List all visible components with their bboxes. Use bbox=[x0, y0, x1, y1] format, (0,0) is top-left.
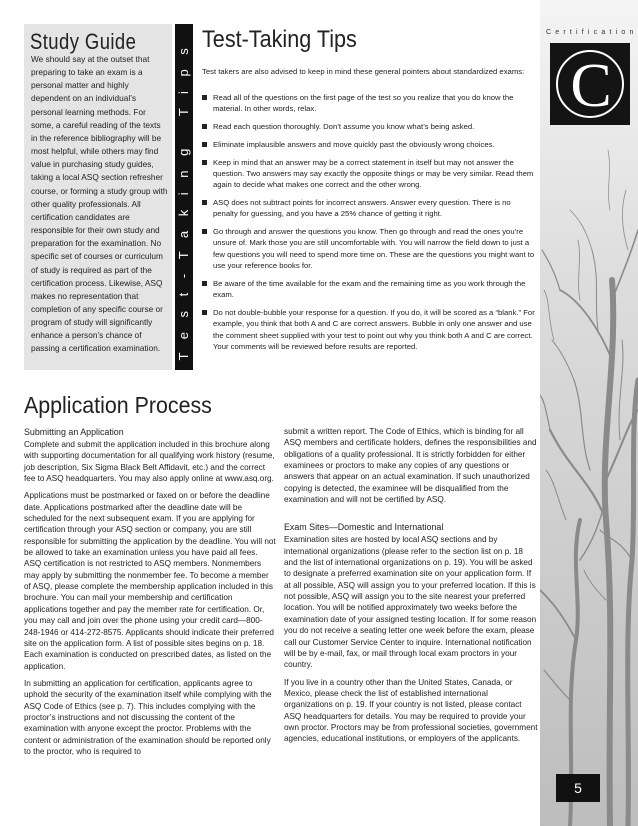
application-paragraph: Complete and submit the application included in this brochure along with supporting documentation for all qualifying work history (resume, job description, Six Sigma Black Belt Affidavit, etc.) and the correct fee to ASQ headquarters. You may also apply online at www.asq.org. bbox=[24, 440, 275, 484]
page-number: 5 bbox=[556, 774, 600, 802]
application-paragraph: submit a written report. The Code of Ethics, which is binding for all ASQ members and certificate holders, defines the responsibilities and obligations of a quality professional. It is strictly forbidden for either examinees or proctors to make any copies of any questions or answers that appear on an actual examination. If such unauthorized copying is detected, the examinee will be disqualified from the examination and will not be certified by ASQ. bbox=[284, 427, 537, 505]
submitting-heading: Submitting an Application bbox=[24, 427, 124, 437]
section-spacer bbox=[284, 511, 538, 521]
tip-item: Be aware of the time available for the exam and the remaining time as you work through the exam. bbox=[202, 278, 537, 301]
square-bullet-icon bbox=[202, 310, 207, 315]
tips-title: Test-Taking Tips bbox=[202, 26, 357, 53]
application-process-title: Application Process bbox=[24, 392, 212, 418]
square-bullet-icon bbox=[202, 160, 207, 165]
study-guide-body: We should say at the outset that preparing to take an exam is a personal matter and highly dependent on an individual’s personal learning methods. For some, a careful reading of the texts in the reference bibliography will be most helpful, while others may find value in purchasing study guides, taking a local ASQ section refresher course, or forming a study group with other quality professionals. All certification candidates are responsible for their own study and preparation for the examination. No specific set of courses or curriculum of study is required as part of the certification process. Likewise, ASQ makes no representation that completion of any specific course or program of study will significantly enhance a person’s chance of passing a certification examination. bbox=[31, 54, 168, 354]
square-bullet-icon bbox=[202, 200, 207, 205]
tip-item: Keep in mind that an answer may be a correct statement in itself but may not answer the question. Two answers may say exactly the opposite things or may be very similar. Read them again to decide what makes one correct and the other wrong. bbox=[202, 157, 537, 191]
tip-item: Do not double-bubble your response for a question. If you do, it will be scored as a “blank.” For example, you think that both A and C are correct answers. Bubble in only one answer and use the comment sheet supplied with your test to point out why you think both A and C are correct. Your comments will be reviewed before results are reported. bbox=[202, 307, 537, 352]
square-bullet-icon bbox=[202, 229, 207, 234]
square-bullet-icon bbox=[202, 95, 207, 100]
application-paragraph: In submitting an application for certification, applicants agree to uphold the security of the examination itself while complying with the ASQ Code of Ethics (see p. 7). This includes complying with the proctor’s instructions and not discussing the content of the examination with anyone except the proctor. Problems with the content or administration of the examination should be reported only to the proctor, who is required to bbox=[24, 678, 272, 756]
tip-item: Read all of the questions on the first page of the test so you realize that you do know the material. In other words, relax. bbox=[202, 92, 537, 115]
test-taking-tips-side-bar bbox=[175, 24, 193, 370]
certification-label: Certification bbox=[546, 29, 638, 36]
tip-item: Eliminate implausible answers and move quickly past the obviously wrong choices. bbox=[202, 139, 537, 150]
asq-c-logo bbox=[550, 43, 630, 125]
tip-item: Go through and answer the questions you know. Then go through and read the ones you’re unsure of. Mark those you are still uncomfortable with. You will narrow the field down to just a few questions you will need to spend more time on. These are the questions you might want to use your reference books for. bbox=[202, 226, 537, 271]
logo-letter: C bbox=[570, 52, 612, 120]
application-paragraph: If you live in a country other than the United States, Canada, or Mexico, please check the list of established international organizations on p. 19. If your country is not listed, please contact ASQ headquarters for details. You may be required to provide your own proctor. Proctors may be from professional societies, government agencies, educational institutions, or employers of the applicants. bbox=[284, 677, 538, 744]
study-guide-title: Study Guide bbox=[30, 29, 137, 54]
tip-item: ASQ does not subtract points for incorrect answers. Answer every question. There is no penalty for guessing, and you have a 25% chance of getting it right. bbox=[202, 197, 537, 220]
application-left-column bbox=[24, 426, 276, 763]
tips-list bbox=[202, 92, 537, 359]
square-bullet-icon bbox=[202, 142, 207, 147]
application-paragraph: Examination sites are hosted by local ASQ sections and by international organizations (please refer to the section list on p. 18 and the list of international organizations on p. 19). You will be asked to designate a preferred examination site on your application form. If at all possible, ASQ will assign you to your preferred location. If this is not possible, ASQ will assign you to the site nearest your preferred location. You will be notified approximately two weeks before the examination date of your assigned testing location. If for some reason you do not receive a seating letter one week before the exam, please call our Customer Service Center to inquire. International notification will be by e-mail, fax, or mail through local exam proctors in your country. bbox=[284, 535, 537, 670]
exam-sites-heading: Exam Sites—Domestic and International bbox=[284, 522, 444, 533]
tips-intro: Test takers are also advised to keep in mind these general pointers about standardized exams: bbox=[202, 67, 525, 76]
application-right-column bbox=[284, 426, 538, 751]
tips-bar-label: Test-Taking Tips bbox=[176, 33, 191, 361]
application-paragraph: Applications must be postmarked or faxed on or before the deadline date. Applications postmarked after the deadline date will be scheduled for the next subsequent exam. If you are applying for certification through your ASQ section or company, you are still responsible for submitting the application by the deadline. You will not be allowed to take an examination unless you have paid all fees. ASQ certification is not restricted to ASQ members. Nonmembers may apply by submitting the nonmember fee. To become a member of ASQ, please complete the membership application included in this brochure. You can mail your membership and certification applications together and pay the member rate for certification. Or, you may call and join over the phone using your credit card—800-248-1946 or 414-272-8575. Applicants should indicate their preferred site on the application form. A list of possible sites begins on p. 18. Each examination is conducted on prescribed dates, as listed on the application. bbox=[24, 491, 276, 671]
tip-item: Read each question thoroughly. Don’t assume you know what’s being asked. bbox=[202, 121, 537, 132]
square-bullet-icon bbox=[202, 124, 207, 129]
study-guide-box bbox=[24, 24, 172, 370]
square-bullet-icon bbox=[202, 281, 207, 286]
